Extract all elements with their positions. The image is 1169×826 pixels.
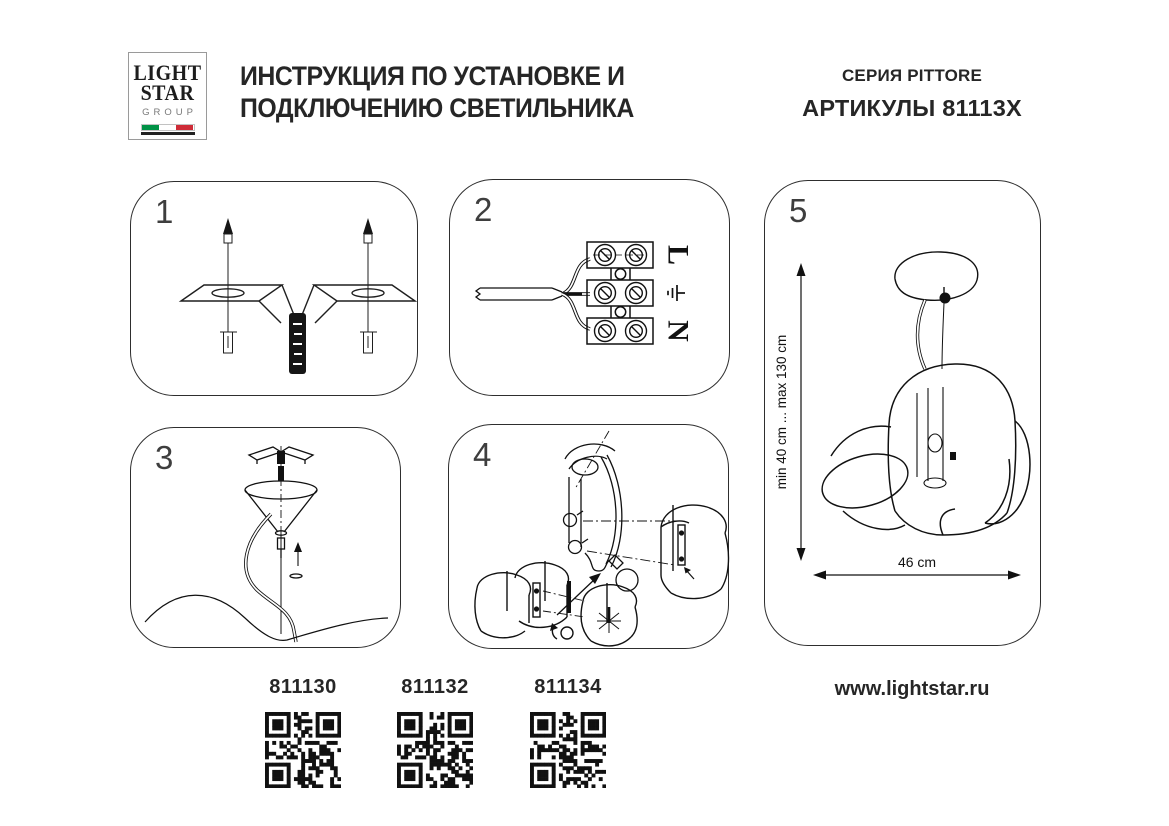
logo-word-group: GROUP bbox=[142, 107, 197, 118]
step-5-panel bbox=[764, 180, 1041, 646]
article-number: 811132 bbox=[401, 676, 469, 698]
product-variant-2 bbox=[365, 676, 505, 793]
logo-word-star: STAR bbox=[140, 80, 195, 106]
product-variant-1 bbox=[233, 676, 373, 793]
article-number: 811134 bbox=[534, 676, 602, 698]
width-dimension-label: 46 cm bbox=[897, 554, 937, 570]
step-4-panel bbox=[448, 424, 729, 649]
shade-assembly-diagram bbox=[449, 425, 730, 650]
step-number: 5 bbox=[789, 192, 808, 229]
logo-underline bbox=[141, 132, 195, 135]
step-3-panel bbox=[130, 427, 401, 648]
logo-word-light: LIGHT bbox=[133, 60, 202, 86]
step-number: 2 bbox=[474, 191, 493, 228]
articles-code: АРТИКУЛЫ 81113X bbox=[802, 95, 1022, 121]
step-1-panel bbox=[130, 181, 418, 396]
terminal-label-live: L bbox=[661, 244, 695, 266]
step-number: 4 bbox=[473, 436, 492, 473]
step-2-panel bbox=[449, 179, 730, 396]
product-variant-3 bbox=[498, 676, 638, 793]
height-dimension-label: min 40 cm ... max 130 cm bbox=[774, 334, 789, 490]
series-name: СЕРИЯ PITTORE bbox=[841, 66, 983, 85]
earth-ground-icon bbox=[668, 285, 685, 301]
mounting-bracket-diagram bbox=[131, 182, 419, 397]
italian-flag-icon bbox=[141, 124, 195, 131]
wiring-diagram bbox=[450, 180, 731, 397]
qr-code bbox=[397, 712, 473, 788]
canopy-assembly-diagram bbox=[131, 428, 402, 649]
series-block bbox=[764, 66, 1060, 122]
lightstar-logo bbox=[128, 52, 207, 140]
website-url: www.lightstar.ru bbox=[834, 678, 990, 700]
qr-code bbox=[265, 712, 341, 788]
step-number: 3 bbox=[155, 439, 174, 476]
qr-code bbox=[530, 712, 606, 788]
title-line-1: ИНСТРУКЦИЯ ПО УСТАНОВКЕ И bbox=[240, 61, 625, 91]
title-line-2: ПОДКЛЮЧЕНИЮ СВЕТИЛЬНИКА bbox=[240, 93, 634, 123]
article-number: 811130 bbox=[269, 676, 337, 698]
document-title bbox=[240, 60, 672, 124]
step-number: 1 bbox=[155, 193, 174, 230]
terminal-label-neutral: N bbox=[661, 320, 695, 342]
fixture-dimensions-diagram bbox=[765, 181, 1042, 647]
